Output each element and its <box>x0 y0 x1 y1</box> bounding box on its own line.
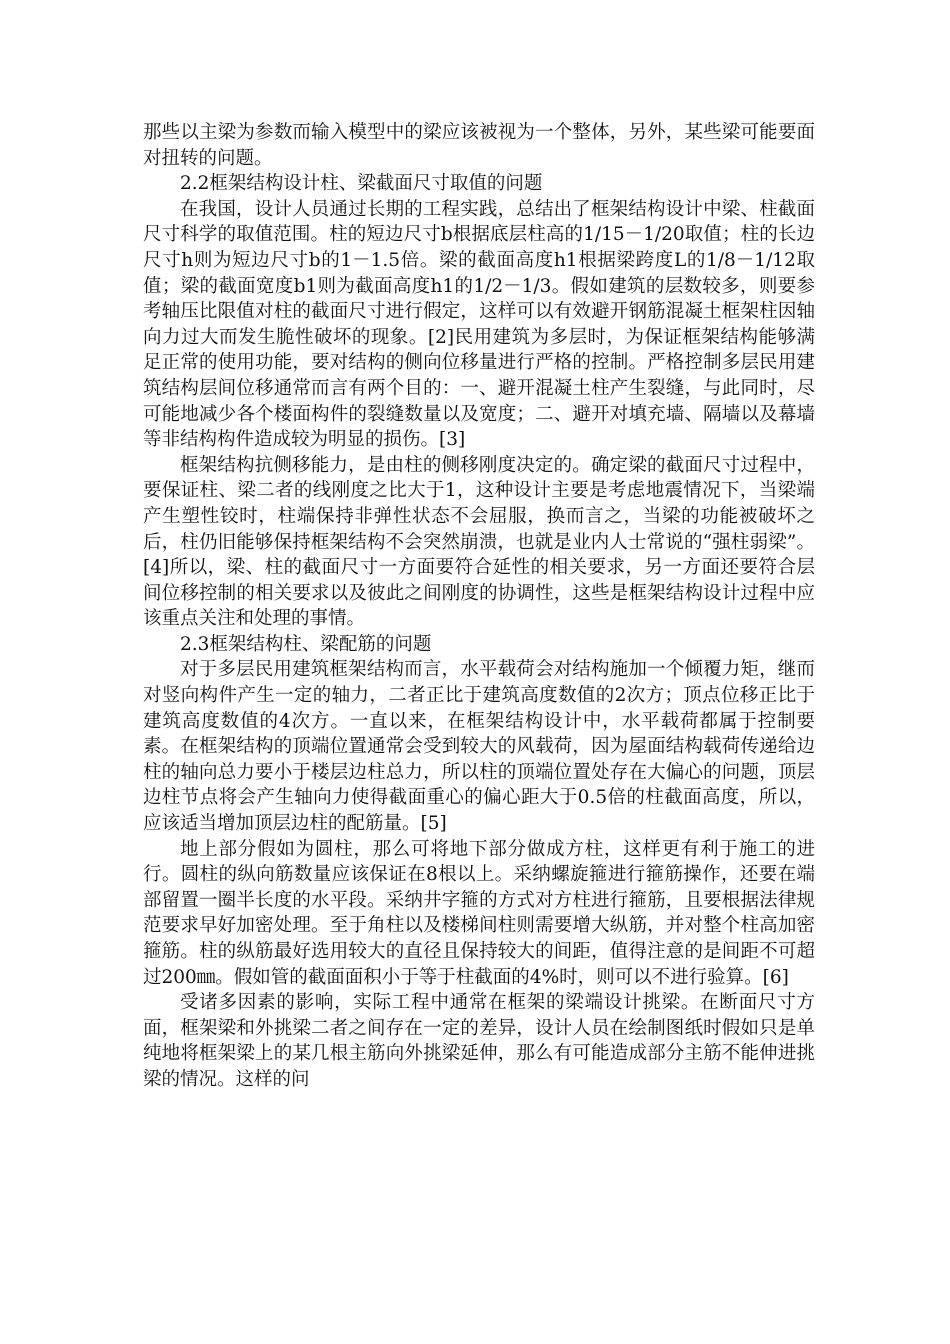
paragraph-horizontal-load: 对于多层民用建筑框架结构而言，水平载荷会对结构施加一个倾覆力矩，继而对竖向构件产生一定的轴力，二者正比于建筑高度数值的2次方；顶点位移正比于建筑高度数值的4次方。一直以来，在框架结构设计中，水平载荷都属于控制要素。在框架结构的顶端位置通常会受到较大的风载荷，因为屋面结构载荷传递给边柱的轴向总力要小于楼层边柱总力，所以柱的顶端位置处存在大偏心的问题，顶层边柱节点将会产生轴向力使得截面重心的偏心距大于0.5倍的柱截面高度，所以，应该适当增加顶层边柱的配筋量。[5] <box>143 659 815 835</box>
paragraph-cantilever-beam: 受诸多因素的影响，实际工程中通常在框架的梁端设计挑梁。在断面尺寸方面，框架梁和外挑梁二者之间存在一定的差异，设计人员在绘制图纸时假如只是单纯地将框架梁上的某几根主筋向外挑梁延伸，那么有可能造成部分主筋不能伸进挑梁的情况。这样的问 <box>143 992 815 1090</box>
document-page <box>143 120 815 1093</box>
paragraph-continuation: 那些以主梁为参数而输入模型中的梁应该被视为一个整体，另外，某些梁可能要面对扭转的问题。 <box>143 122 815 169</box>
paragraph-section-sizes: 在我国，设计人员通过长期的工程实践，总结出了框架结构设计中梁、柱截面尺寸科学的取值范围。柱的短边尺寸b根据底层柱高的1/15－1/20取值；柱的长边尺寸h则为短边尺寸b的1－1.5倍。梁的截面高度h1根据梁跨度L的1/8－1/12取值；梁的截面宽度b1则为截面高度h1的1/2－1/3。假如建筑的层数较多，则要参考轴压比限值对柱的截面尺寸进行假定，这样可以有效避开钢筋混凝土框架柱因轴向力过大而发生脆性破坏的现象。[2]民用建筑为多层时，为保证框架结构能够满足正常的使用功能，要对结构的侧向位移量进行严格的控制。严格控制多层民用建筑结构层间位移通常而言有两个目的：一、避开混凝土柱产生裂缝，与此同时，尽可能地减少各个楼面构件的裂缝数量以及宽度；二、避开对填充墙、隔墙以及幕墙等非结构构件造成较为明显的损伤。[3] <box>143 198 815 451</box>
section-heading-2-2: 2.2框架结构设计柱、梁截面尺寸取值的问题 <box>180 173 543 195</box>
paragraph-column-reinforcement: 地上部分假如为圆柱，那么可将地下部分做成方柱，这样更有利于施工的进行。圆柱的纵向筋数量应该保证在8根以上。采纳螺旋箍进行箍筋操作，还要在端部留置一圈半长度的水平段。采纳井字箍的方式对方柱进行箍筋，且要根据法律规范要求早好加密处理。至于角柱以及楼梯间柱则需要增大纵筋，并对整个柱高加密箍筋。柱的纵筋最好选用较大的直径且保持较大的间距，值得注意的是间距不可超过200㎜。假如管的截面面积小于等于柱截面的4%时，则可以不进行验算。[6] <box>143 838 815 988</box>
section-heading-2-3: 2.3框架结构柱、梁配筋的问题 <box>180 633 432 655</box>
paragraph-lateral-stiffness: 框架结构抗侧移能力，是由柱的侧移刚度决定的。确定梁的截面尺寸过程中，要保证柱、梁二者的线刚度之比大于1，这种设计主要是考虑地震情况下，当梁端产生塑性铰时，柱端保持非弹性状态不会屈服，换而言之，当梁的功能被破坏之后，柱仍旧能够保持框架结构不会突然崩溃，也就是业内人士常说的“强柱弱梁”。[4]所以，梁、柱的截面尺寸一方面要符合延性的相关要求，另一方面还要符合层间位移控制的相关要求以及彼此之间刚度的协调性，这些是框架结构设计过程中应该重点关注和处理的事情。 <box>143 454 815 630</box>
